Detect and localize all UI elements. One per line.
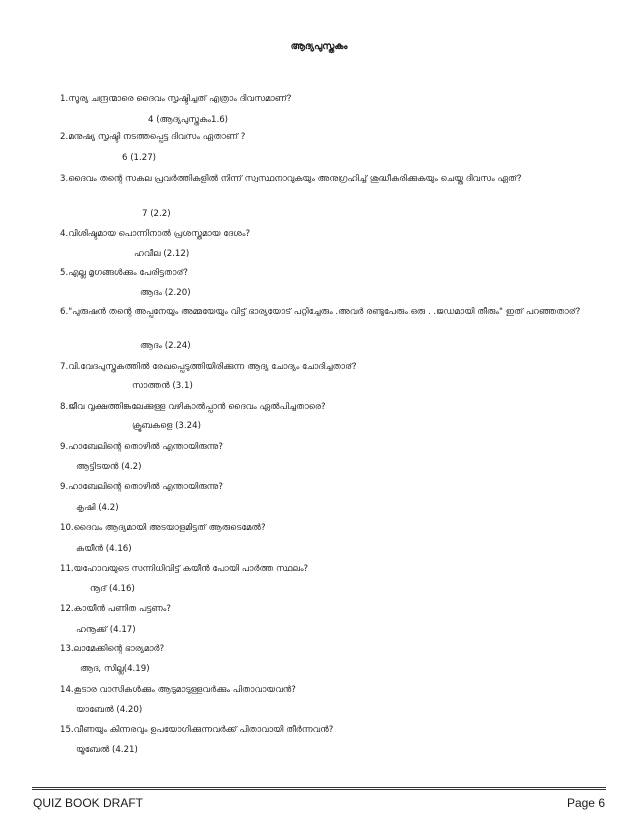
question-14: 14.കൂടാര വാസികൾക്കും ആടുമാടുള്ളവർക്കും പിതാവായവൻ? (60, 685, 296, 695)
answer-14: യാബേൽ (4.20) (76, 705, 143, 715)
answer-11: നൂദ് (4.16) (90, 584, 135, 594)
question-8: 8.ജീവ വൃക്ഷത്തിങ്കലേക്കുള്ള വഴികാൽപ്പാൻ ദൈവം ഏൽപിച്ചതാരെ? (60, 402, 326, 412)
answer-6: ആദം (2.24) (140, 341, 191, 351)
question-10: 10.ദൈവം ആദ്യമായി അടയാളമിട്ടത് ആരുടെമേൽ? (60, 523, 266, 533)
footer-label: QUIZ BOOK DRAFT (33, 796, 144, 810)
answer-4: ഹവീല (2.12) (134, 249, 190, 259)
question-5: 5.എല്ല മൃഗങ്ങൾക്കും പേരിട്ടതാര്? (60, 268, 188, 278)
answer-1: 4 (ആദ്യപുസ്തകം1.6) (148, 115, 229, 125)
question-9: 9.ഹാബേലിന്റെ തൊഴിൽ എന്തായിരുന്നു? (60, 442, 223, 452)
question-15: 15.വീണയും കിന്നരവും ഉപയോഗിക്കുന്നവർക്ക് പിതാവായി തീർന്നവൻ? (60, 725, 334, 735)
question-9b: 9.ഹാബേലിന്റെ തൊഴിൽ എന്തായിരുന്നു? (60, 482, 223, 492)
question-11: 11.യഹോവയുടെ സന്നിധിവിട്ട് കയീൻ പോയി പാർത്ത സ്ഥലം? (60, 564, 309, 574)
question-3: 3.ദൈവം തന്റെ സകല പ്രവർത്തികളിൽ നിന്ന് സ്വസ്ഥനാവുകയും അനുഗ്രഹിച്ച് ശുദ്ധീകരിക്കുകയും ചെയ്ത ദിവസം ഏത്? (60, 174, 522, 184)
answer-7: സാത്തൻ (3.1) (132, 381, 193, 391)
answer-9b: കൃഷി (4.2) (76, 503, 119, 513)
question-7: 7.വി.വേദപുസ്തകത്തിൽ രേഖപ്പെടുത്തിയിരിക്കുന്ന ആദ്യ ചോദ്യം ചോദിച്ചതാര്? (60, 362, 357, 372)
answer-13: ആദ, സില്ല(4.19) (80, 664, 150, 674)
answer-5: ആദം (2.20) (140, 288, 191, 298)
question-6: 6."പുരുഷൻ തന്റെ അപ്പനേയും അമ്മയേയും വിട്ട് ഭാര്യയോട് പറ്റിച്ചേരും .അവർ രണ്ടുപേരും ഒരു . .ജഡമായി തീരും" ഇത് പറഞ്ഞതാര്? (60, 307, 581, 317)
answer-15: യൂബേൽ (4.21) (76, 745, 138, 755)
page-number: Page 6 (566, 796, 605, 810)
page-title: ആദ്യപുസ്തകം (290, 41, 348, 52)
question-2: 2.മനുഷ്യ സൃഷ്ടി നടത്തപ്പെട്ട ദിവസം ഏതാണ് ? (60, 132, 246, 142)
answer-2: 6 (1.27) (122, 153, 157, 163)
question-13: 13.ലാമേക്കിന്റെ ഭാര്യമാർ? (60, 644, 165, 654)
answer-3: 7 (2.2) (142, 209, 171, 219)
answer-12: ഹനൂക്ക് (4.17) (76, 625, 136, 635)
question-1: 1.സൂര്യ ചന്ദ്രന്മാരെ ദൈവം സൃഷ്ടിച്ചത് എത്രാം ദിവസമാണ്? (60, 94, 292, 104)
footer-divider (32, 787, 606, 790)
answer-8: ക്രൂബകളെ (3.24) (132, 421, 201, 431)
answer-9: ആട്ടിടയൻ (4.2) (76, 462, 142, 472)
answer-10: കയീൻ (4.16) (76, 544, 132, 554)
question-4: 4.വിശിഷ്ടമായ പൊന്നിനാൽ പ്രശസ്തമായ ദേശം? (60, 229, 251, 239)
question-12: 12.കായീൻ പണിത പട്ടണം? (60, 604, 171, 614)
